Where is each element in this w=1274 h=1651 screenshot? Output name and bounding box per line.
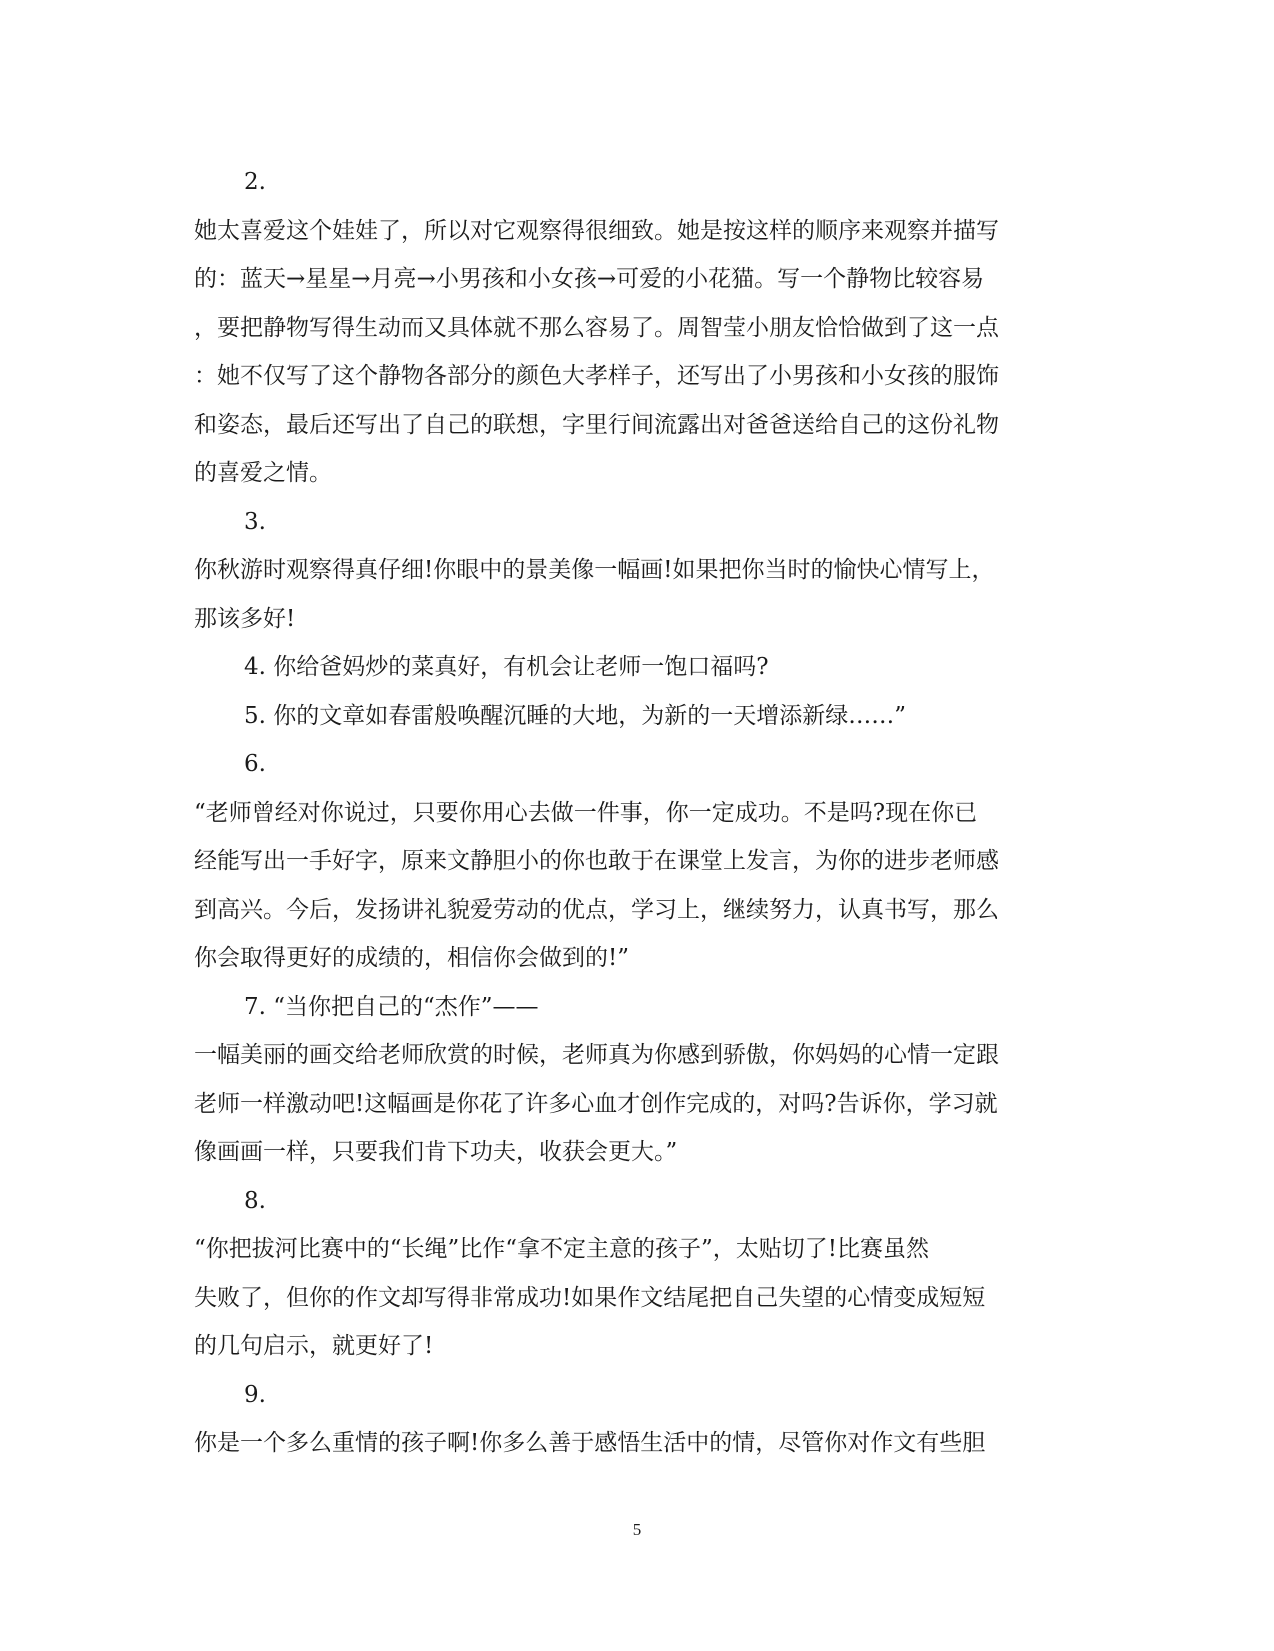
text-line: 7. “当你把自己的“杰作”—— — [244, 993, 539, 1020]
text-line: 4. 你给爸妈炒的菜真好，有机会让老师一饱口福吗? — [244, 654, 769, 680]
text-line: 老师一样激动吧!这幅画是你花了许多心血才创作完成的，对吗?告诉你，学习就 — [194, 1090, 998, 1117]
text-line: 的喜爱之情。 — [194, 460, 332, 486]
text-line: 一幅美丽的画交给老师欣赏的时候，老师真为你感到骄傲，你妈妈的心情一定跟 — [194, 1042, 999, 1068]
text-line: ，要把静物写得生动而又具体就不那么容易了。周智莹小朋友恰恰做到了这一点 — [194, 314, 999, 341]
text-line: 和姿态，最后还写出了自己的联想，字里行间流露出对爸爸送给自己的这份礼物 — [194, 411, 999, 438]
text-line: 9. — [244, 1381, 266, 1408]
text-line: 你是一个多么重情的孩子啊!你多么善于感悟生活中的情，尽管你对作文有些胆 — [194, 1430, 986, 1456]
text-line: 3. — [244, 508, 266, 535]
document-body — [194, 158, 1074, 1468]
text-line: 8. — [244, 1187, 266, 1214]
text-line: 2. — [244, 169, 266, 195]
text-line: 的：蓝天→星星→月亮→小男孩和小女孩→可爱的小花猫。写一个静物比较容易 — [194, 266, 985, 292]
text-line: 5. 你的文章如春雷般唤醒沉睡的大地，为新的一天增添新绿……” — [244, 702, 907, 729]
text-line: 你秋游时观察得真仔细!你眼中的景美像一幅画!如果把你当时的愉快心情写上， — [194, 557, 995, 583]
text-line: 失败了，但你的作文却写得非常成功!如果作文结尾把自己失望的心情变成短短 — [194, 1284, 986, 1311]
text-line: “你把拔河比赛中的“长绳”比作“拿不定主意的孩子”，太贴切了!比赛虽然 — [194, 1236, 930, 1262]
page-number: 5 — [632, 1520, 642, 1539]
text-line: 到高兴。今后，发扬讲礼貌爱劳动的优点，学习上，继续努力，认真书写，那么 — [194, 896, 999, 923]
text-line: 6. — [244, 751, 266, 777]
text-line: ：她不仅写了这个静物各部分的颜色大孝样子，还写出了小男孩和小女孩的服饰 — [194, 363, 999, 389]
text-line: 像画画一样，只要我们肯下功夫，收获会更大。” — [194, 1139, 678, 1165]
text-line: 经能写出一手好字，原来文静胆小的你也敢于在课堂上发言，为你的进步老师感 — [194, 848, 999, 874]
text-line: 那该多好! — [194, 605, 296, 632]
text-line: 她太喜爱这个娃娃了，所以对它观察得很细致。她是按这样的顺序来观察并描写 — [194, 217, 999, 244]
text-line: 你会取得更好的成绩的，相信你会做到的!” — [194, 945, 630, 971]
text-line: 的几句启示，就更好了! — [194, 1333, 434, 1359]
text-line: “老师曾经对你说过，只要你用心去做一件事，你一定成功。不是吗?现在你已 — [194, 799, 978, 826]
